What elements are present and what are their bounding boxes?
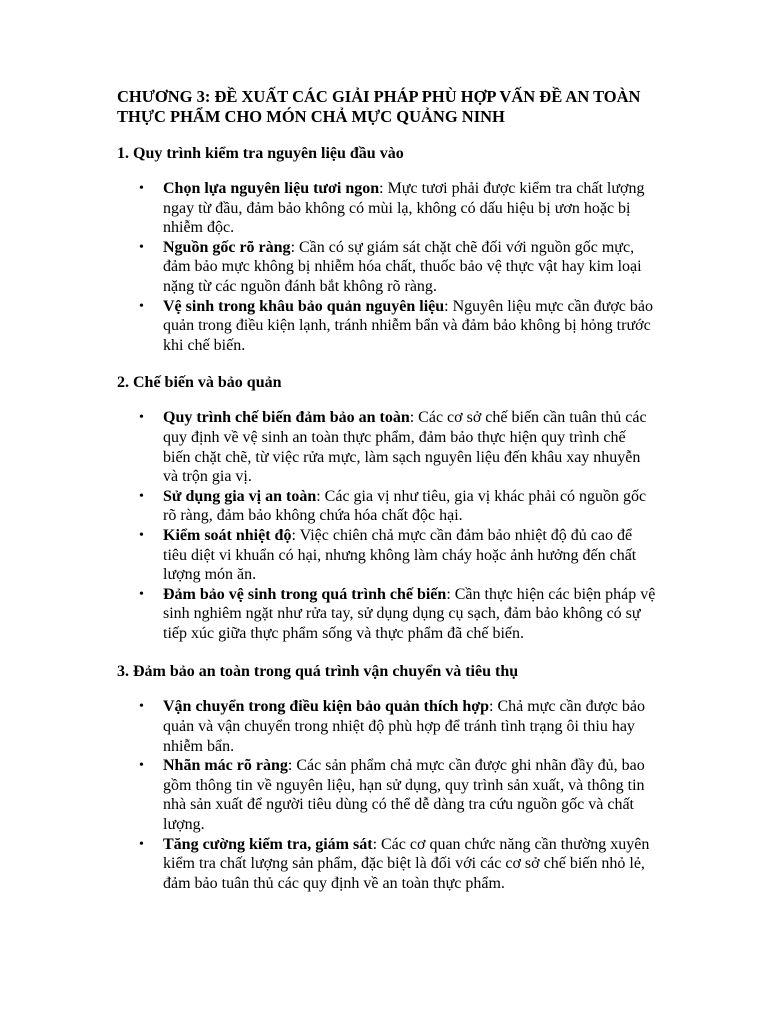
item-text: : Cần thực hiện các biện pháp vệ sinh nghiêm ngặt như rửa tay, sử dụng dụng cụ sạch, đảm bảo không có sự tiếp xúc giữa thực phẩm sống và thực phẩm đã chế biến. [163, 585, 656, 642]
bullet-icon: • [139, 298, 144, 314]
section-heading-3: 3. Đảm bảo an toàn trong quá trình vận chuyển và tiêu thụ [117, 663, 519, 681]
item-term: Quy trình chế biến đảm bảo an toàn [163, 409, 410, 427]
item-term: Nhãn mác rõ ràng [163, 757, 288, 775]
section-heading-2: 2. Chế biến và bảo quản [117, 374, 282, 392]
list-item [117, 408, 657, 486]
item-text: : Các sản phẩm chả mực cần được ghi nhãn đầy đủ, bao gồm thông tin về nguyên liệu, hạn sử dụng, quy trình sản xuất, và thông tin nhà sản xuất để người tiêu dùng có thể dễ dàng tra cứu nguồn gốc và chất lượng. [163, 757, 645, 834]
item-text: : Mực tươi phải được kiểm tra chất lượng ngay từ đầu, đảm bảo không có mùi lạ, không có dấu hiệu bị ươn hoặc bị nhiễm độc. [163, 180, 645, 237]
list-item [117, 526, 657, 585]
bullet-icon: • [139, 181, 144, 196]
bullet-icon: • [139, 239, 144, 255]
section-3-list [117, 697, 657, 893]
bullet-icon: • [139, 836, 144, 852]
item-text: : Việc chiên chả mực cần đảm bảo nhiệt độ đủ cao để tiêu diệt vi khuẩn có hại, nhưng không làm cháy hoặc ảnh hưởng đến chất lượng món ăn. [163, 526, 637, 584]
bullet-icon: • [139, 699, 144, 715]
item-term: Nguồn gốc rõ ràng [163, 238, 291, 256]
list-item [117, 238, 657, 297]
item-term: Vệ sinh trong khâu bảo quản nguyên liệu [163, 297, 445, 315]
list-item [117, 179, 657, 238]
chapter-title: CHƯƠNG 3: ĐỀ XUẤT CÁC GIẢI PHÁP PHÙ HỢP VẤN ĐỀ AN TOÀN THỰC PHẨM CHO MÓN CHẢ MỰC QUẢNG NINH [117, 87, 641, 126]
list-item [117, 297, 657, 356]
section-1-list [117, 179, 657, 355]
item-term: Kiểm soát nhiệt độ [163, 526, 292, 544]
item-text: : Nguyên liệu mực cần được bảo quản trong điều kiện lạnh, tránh nhiễm bẩn và đảm bảo không bị hỏng trước khi chế biến. [163, 297, 653, 354]
list-item [117, 756, 657, 834]
bullet-icon: • [139, 488, 144, 504]
item-text: : Các gia vị như tiêu, gia vị khác phải có nguồn gốc rõ ràng, đảm bảo không chứa hóa chất độc hại. [163, 487, 647, 525]
list-item [117, 487, 657, 526]
item-text: : Cần có sự giám sát chặt chẽ đối với nguồn gốc mực, đảm bảo mực không bị nhiễm hóa chất, thuốc bảo vệ thực vật hay kim loại nặng từ các nguồn đánh bắt không rõ ràng. [163, 238, 642, 295]
list-item [117, 697, 657, 756]
item-text: : Chả mực cần được bảo quản và vận chuyển trong nhiệt độ phù hợp để tránh tình trạng ôi thiu hay nhiễm bẩn. [163, 698, 645, 755]
item-term: Đảm bảo vệ sinh trong quá trình chế biến [163, 585, 447, 603]
section-heading-1: 1. Quy trình kiểm tra nguyên liệu đầu vào [117, 145, 404, 162]
item-term: Vận chuyển trong điều kiện bảo quản thích hợp [163, 698, 489, 716]
bullet-icon: • [139, 410, 144, 426]
item-text: : Các cơ quan chức năng cần thường xuyên kiểm tra chất lượng sản phẩm, đặc biệt là đối với các cơ sở chế biến nhỏ lẻ, đảm bảo tuân thủ các quy định về an toàn thực phẩm. [163, 835, 650, 892]
list-item [117, 585, 657, 644]
item-text: : Các cơ sở chế biến cần tuân thủ các quy định về vệ sinh an toàn thực phẩm, đảm bảo thực hiện quy trình chế biến chặt chẽ, từ việc rửa mực, làm sạch nguyên liệu đến khâu xay nhuyễn và trộn gia vị. [163, 409, 647, 486]
bullet-icon: • [139, 758, 144, 774]
list-item [117, 835, 657, 894]
item-term: Chọn lựa nguyên liệu tươi ngon [163, 180, 380, 197]
document-page [117, 87, 657, 893]
item-term: Tăng cường kiểm tra, giám sát [163, 835, 373, 853]
bullet-icon: • [139, 586, 144, 602]
bullet-icon: • [139, 527, 144, 543]
item-term: Sử dụng gia vị an toàn [163, 487, 317, 505]
section-2-list [117, 408, 657, 643]
